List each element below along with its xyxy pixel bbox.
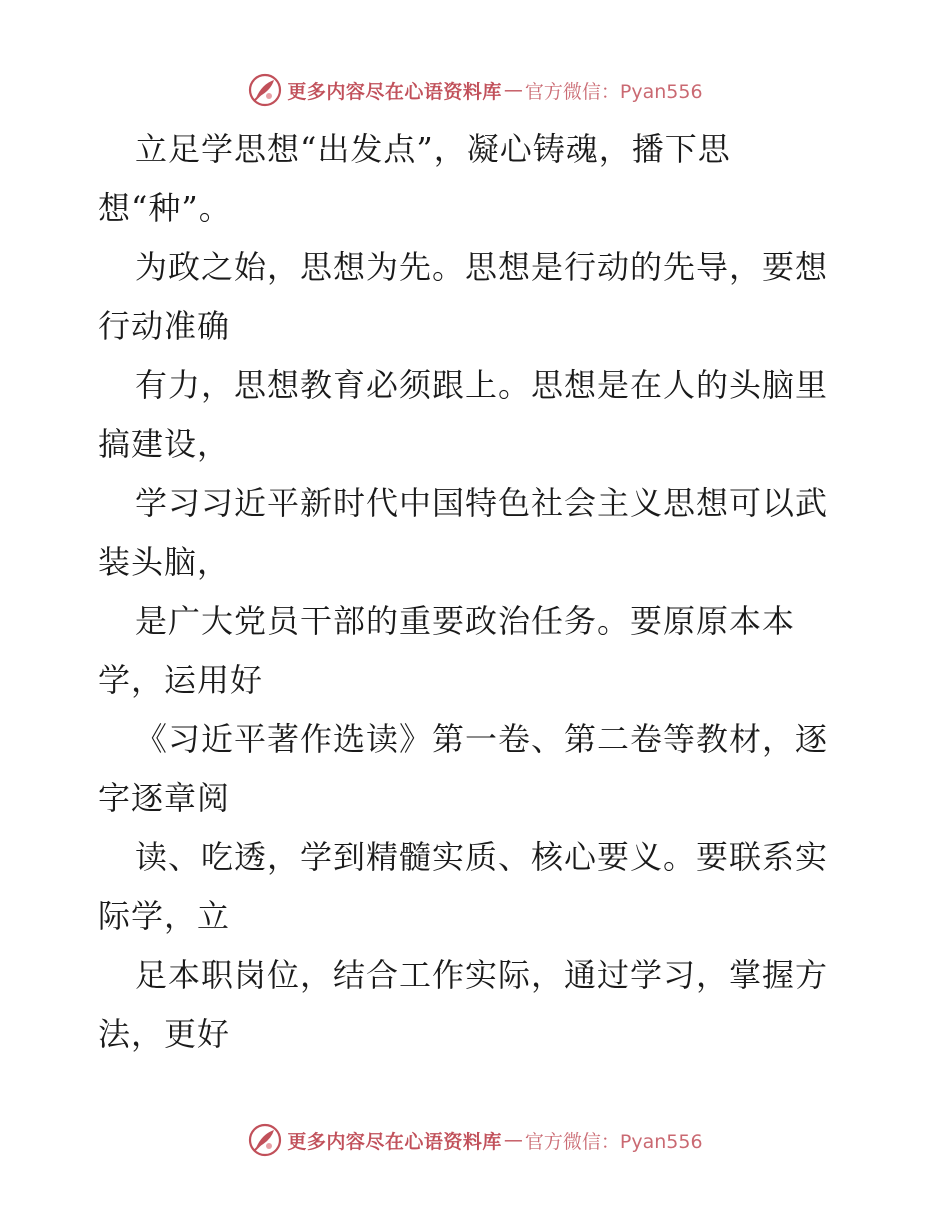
body-text-line: 想“种”。 [98, 189, 232, 227]
banner-dash: — [503, 79, 523, 101]
body-text-line: 搞建设， [98, 425, 231, 463]
body-text-line: 法，更好 [98, 1015, 231, 1053]
document-body [98, 120, 858, 1064]
body-text-line: 学习习近平新时代中国特色社会主义思想可以武 [135, 484, 829, 522]
footer-banner [0, 1120, 950, 1160]
body-text-line: 行动准确 [98, 307, 231, 345]
quill-pen-logo-icon [247, 1122, 283, 1158]
body-text-line: 字逐章阅 [98, 779, 231, 817]
banner-contact: 官方微信：Pyan556 [524, 1130, 703, 1153]
banner-slogan: 更多内容尽在心语资料库 [287, 1130, 502, 1153]
body-text-line: 立足学思想“出发点”，凝心铸魂，播下思 [135, 130, 731, 168]
body-text-line: 装头脑， [98, 543, 231, 581]
body-text-line: 际学，立 [98, 897, 231, 935]
body-text-line: 学，运用好 [98, 661, 264, 699]
quill-pen-logo-icon [247, 72, 283, 108]
body-text-line: 《习近平著作选读》第一卷、第二卷等教材，逐 [135, 720, 829, 758]
body-text-line: 有力，思想教育必须跟上。思想是在人的头脑里 [135, 366, 829, 404]
body-text-line: 是广大党员干部的重要政治任务。要原原本本 [135, 602, 796, 640]
body-text-line: 为政之始，思想为先。思想是行动的先导，要想 [135, 248, 829, 286]
banner-slogan: 更多内容尽在心语资料库 [287, 80, 502, 103]
header-banner [0, 70, 950, 110]
banner-contact: 官方微信：Pyan556 [524, 80, 703, 103]
body-text-line: 足本职岗位，结合工作实际，通过学习，掌握方 [135, 956, 829, 994]
banner-dash: — [503, 1129, 523, 1151]
body-text-line: 读、吃透，学到精髓实质、核心要义。要联系实 [135, 838, 829, 876]
